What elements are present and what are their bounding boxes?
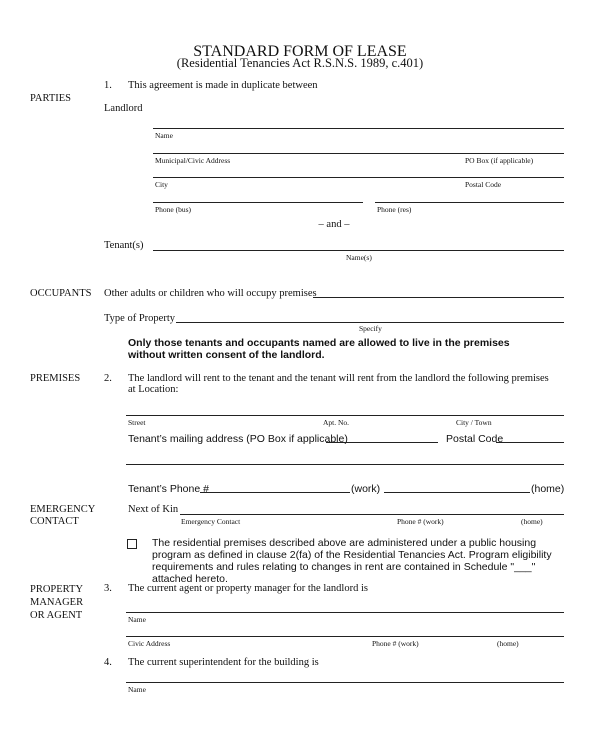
tenant-phone-label: Tenant’s Phone # — [128, 483, 209, 495]
and-separator: – and – — [318, 219, 350, 230]
section-emergency: EMERGENCY CONTACT — [30, 504, 95, 527]
city-town-caption: City / Town — [456, 418, 492, 427]
item2-text: The landlord will rent to the tenant and the tenant will rent from the landlord the following premises at Location: — [128, 373, 549, 395]
landlord-address-caption: Municipal/Civic Address — [155, 156, 231, 165]
page-title: STANDARD FORM OF LEASE — [193, 43, 407, 60]
mailing-postal-line[interactable] — [496, 442, 564, 443]
item4-text: The current superintendent for the building is — [128, 657, 319, 668]
item3-text: The current agent or property manager for the landlord is — [128, 583, 368, 594]
landlord-phone-bus-caption: Phone (bus) — [155, 205, 192, 214]
tenant-phone-work-caption: (work) — [351, 483, 381, 495]
item4-number: 4. — [104, 657, 112, 668]
agent-address-caption: Civic Address — [128, 639, 171, 648]
public-housing-checkbox[interactable] — [127, 539, 137, 549]
landlord-city-caption: City — [155, 180, 168, 189]
tenant-label: Tenant(s) — [104, 240, 144, 251]
agent-name-caption: Name — [128, 615, 146, 624]
landlord-pobox-caption: PO Box (if applicable) — [465, 156, 534, 165]
emergency-contact-caption: Emergency Contact — [181, 517, 241, 526]
type-property-line[interactable] — [176, 322, 564, 323]
emergency-home-caption: (home) — [521, 517, 543, 526]
location-line[interactable] — [126, 415, 564, 416]
mailing-address-label: Tenant’s mailing address (PO Box if applicable) — [128, 433, 348, 445]
landlord-phone-bus-line[interactable] — [153, 202, 363, 203]
mailing-address-line[interactable] — [326, 442, 438, 443]
landlord-phone-res-caption: Phone (res) — [377, 205, 412, 214]
specify-caption: Specify — [359, 324, 382, 333]
apt-caption: Apt. No. — [323, 418, 350, 427]
occupants-line[interactable] — [313, 297, 564, 298]
item1-number: 1. — [104, 80, 112, 91]
landlord-phone-res-line[interactable] — [375, 202, 564, 203]
occupants-text: Other adults or children who will occupy premises — [104, 288, 317, 299]
occupants-notice: Only those tenants and occupants named are allowed to live in the premises without written consent of the landlord. — [128, 337, 510, 361]
section-premises: PREMISES — [30, 373, 81, 384]
agent-home-caption: (home) — [497, 639, 519, 648]
landlord-address-line[interactable] — [153, 153, 564, 154]
street-caption: Street — [128, 418, 146, 427]
superintendent-name-line[interactable] — [126, 682, 564, 683]
tenant-phone-home-line[interactable] — [384, 492, 530, 493]
mailing-postal-label: Postal Code — [446, 433, 504, 445]
tenant-names-line[interactable] — [153, 250, 564, 251]
item1-text: This agreement is made in duplicate between — [128, 80, 318, 91]
item3-number: 3. — [104, 583, 112, 594]
tenant-phone-home-caption: (home) — [531, 483, 565, 495]
agent-name-line[interactable] — [126, 612, 564, 613]
tenant-names-caption: Name(s) — [346, 253, 372, 262]
agent-address-line[interactable] — [126, 636, 564, 637]
section-parties: PARTIES — [30, 93, 71, 104]
tenant-phone-work-line[interactable] — [200, 492, 350, 493]
landlord-name-line[interactable] — [153, 128, 564, 129]
landlord-postal-caption: Postal Code — [465, 180, 502, 189]
emergency-phone-caption: Phone # (work) — [397, 517, 444, 526]
type-property-label: Type of Property — [104, 313, 175, 324]
superintendent-name-caption: Name — [128, 685, 146, 694]
landlord-label: Landlord — [104, 103, 143, 114]
mailing-address-line-2[interactable] — [126, 464, 564, 465]
public-housing-text: The residential premises described above are administered under a public housing program as defined in clause 2(fa) of the Residential Tenancies Act. Program eligibility requirements and rules relating to changes in rent are contained in Schedule "___" attached hereto. — [152, 537, 552, 585]
next-of-kin-line[interactable] — [180, 514, 564, 515]
section-property-manager: PROPERTY MANAGER OR AGENT — [30, 584, 84, 621]
page-subtitle: (Residential Tenancies Act R.S.N.S. 1989, c.401) — [176, 56, 424, 70]
landlord-name-caption: Name — [155, 131, 173, 140]
next-of-kin-label: Next of Kin — [128, 504, 179, 515]
item2-number: 2. — [104, 373, 112, 384]
section-occupants: OCCUPANTS — [30, 288, 92, 299]
agent-phone-caption: Phone # (work) — [372, 639, 419, 648]
landlord-city-line[interactable] — [153, 177, 564, 178]
